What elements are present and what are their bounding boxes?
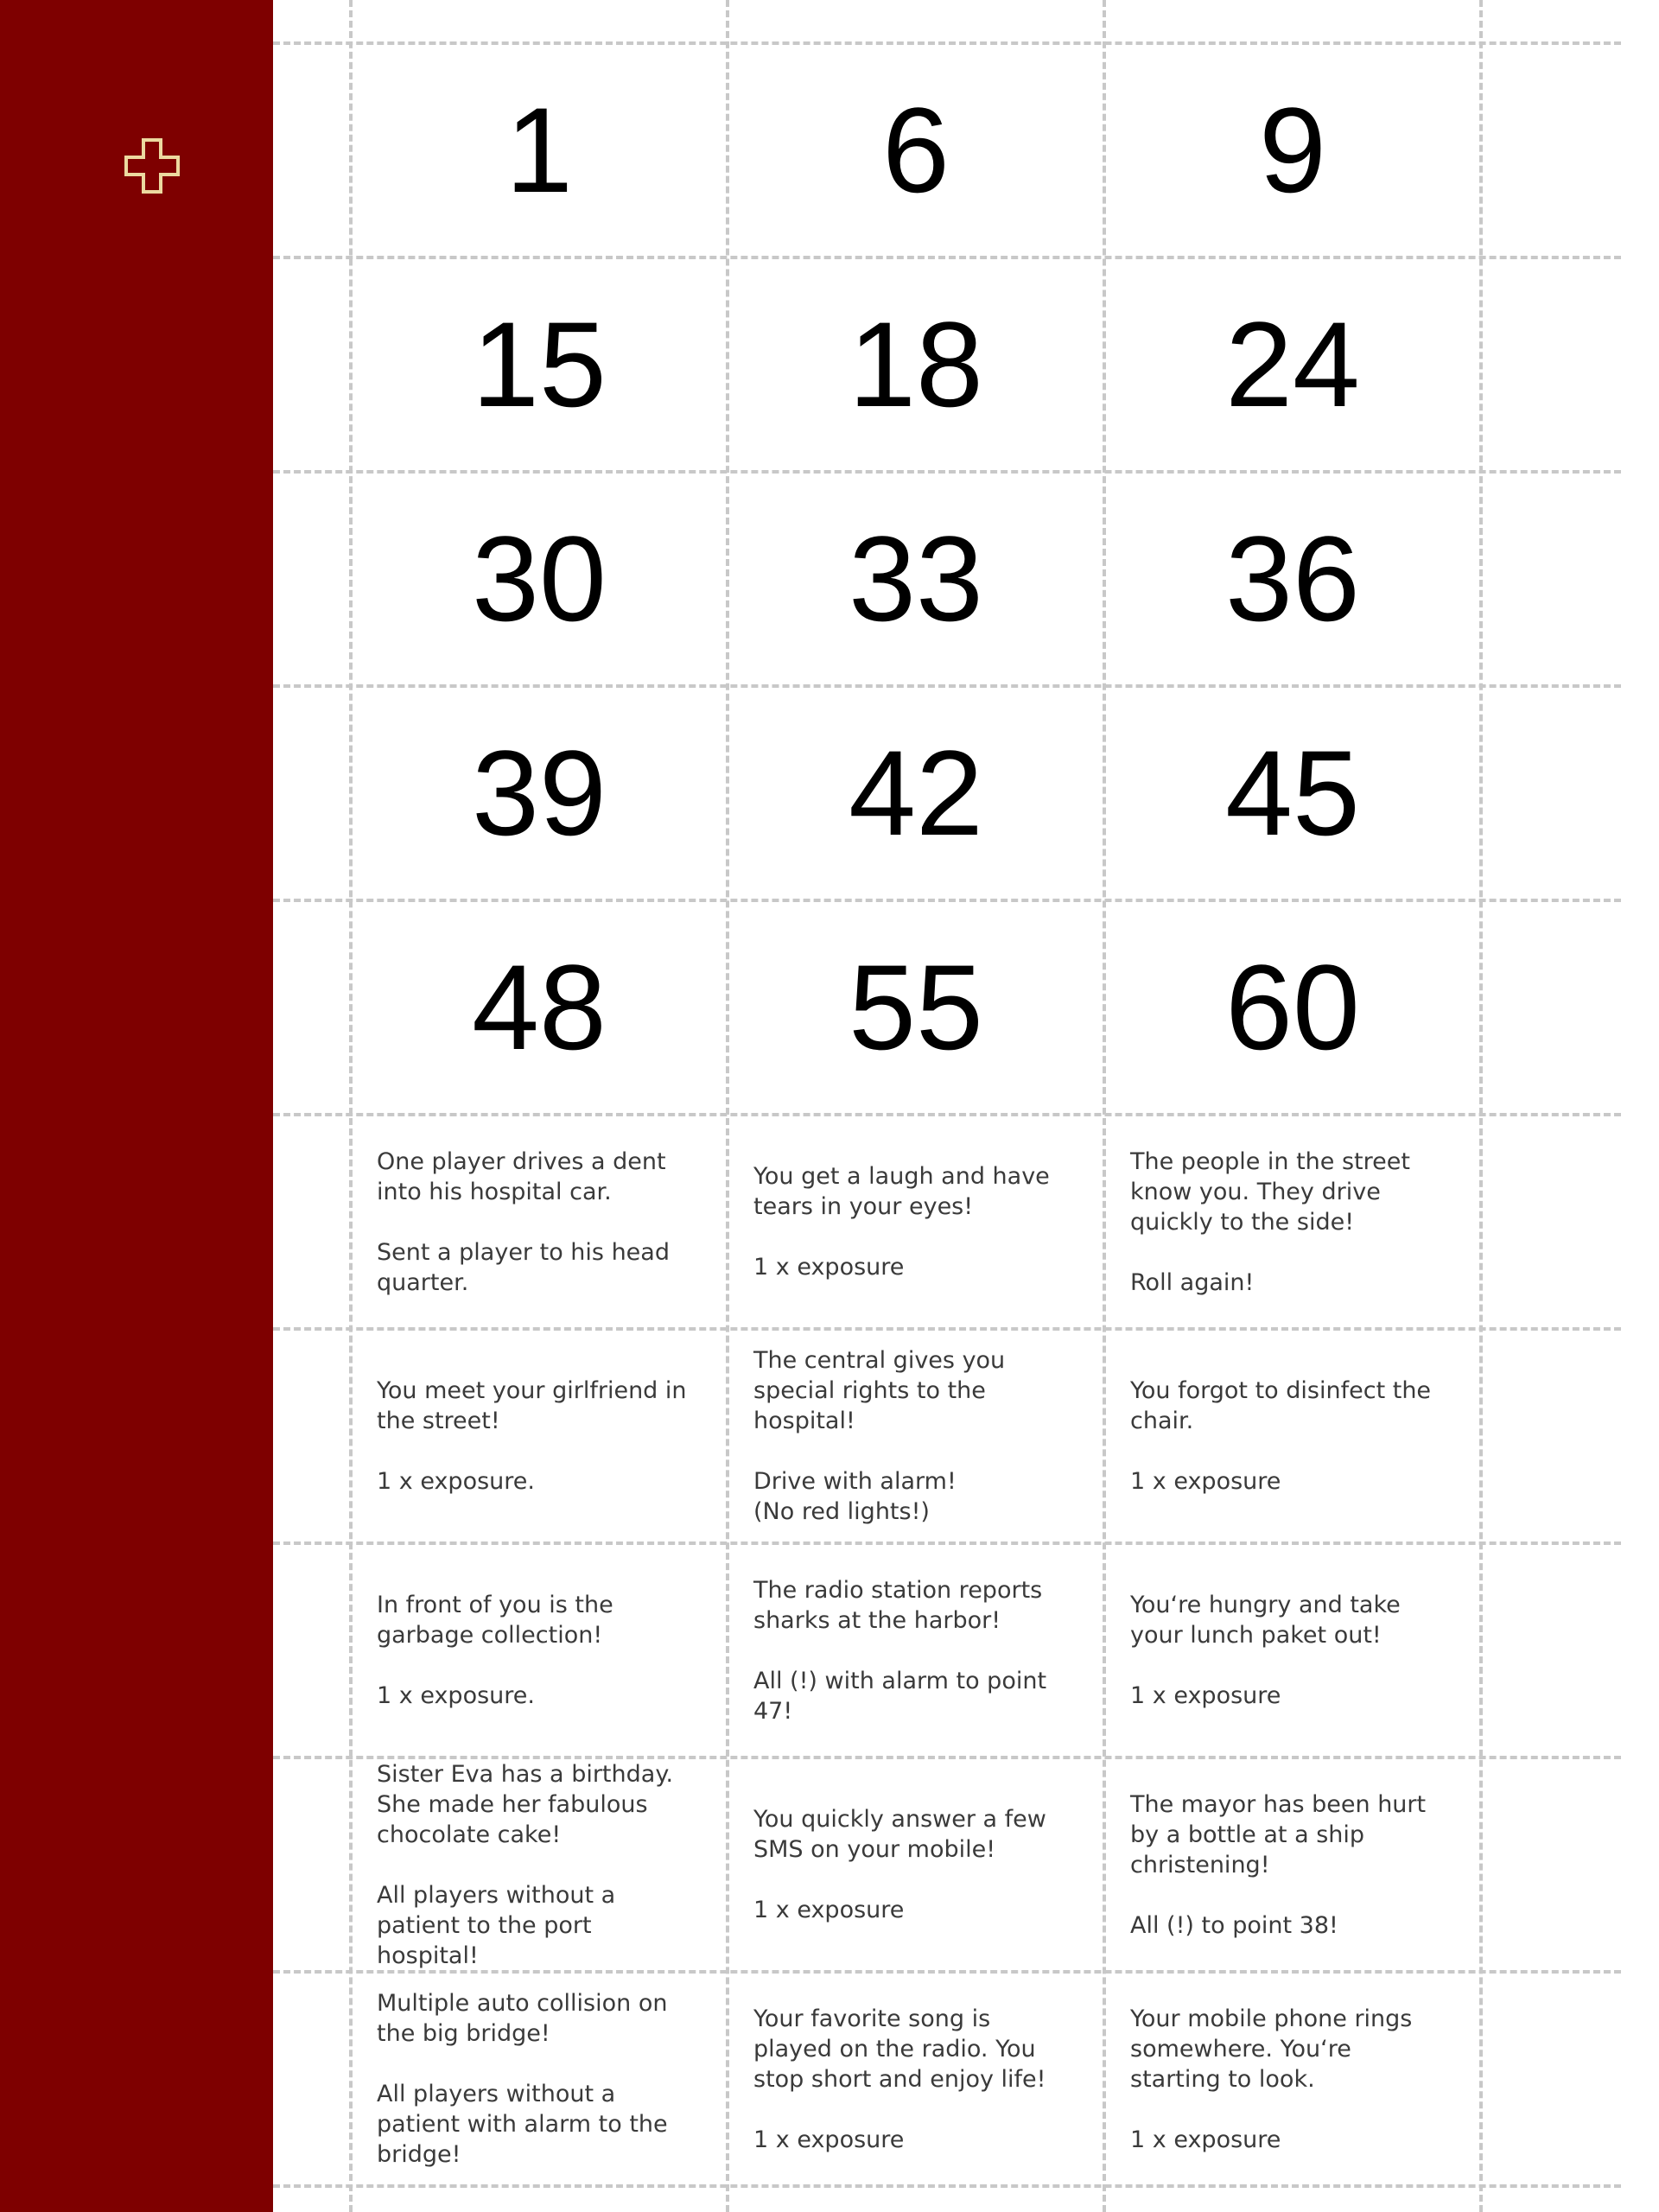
event-card <box>729 1545 1103 1756</box>
event-card <box>1106 1974 1479 2184</box>
number-card: 48 <box>472 939 607 1075</box>
event-card <box>1106 1545 1479 1756</box>
event-text: You quickly answer a few SMS on your mobile! <box>753 1806 1046 1863</box>
effect-text: 1 x exposure. <box>377 1468 535 1495</box>
number-card: 1 <box>505 82 573 218</box>
sidebar <box>0 0 273 2212</box>
effect-text: Sent a player to his head quarter. <box>377 1238 670 1296</box>
event-text: The mayor has been hurt by a bottle at a ship christening! <box>1130 1790 1427 1878</box>
effect-text: All (!) with alarm to point 47! <box>753 1667 1047 1725</box>
number-card: 15 <box>472 296 607 432</box>
effect-text: All (!) to point 38! <box>1130 1911 1338 1939</box>
number-card: 36 <box>1225 511 1360 646</box>
effect-text: 1 x exposure <box>753 1254 905 1281</box>
number-card: 6 <box>882 82 950 218</box>
event-text: Your favorite song is played on the radio. You stop short and enjoy life! <box>753 2005 1046 2093</box>
effect-text: All players without a patient to the port hospital! <box>377 1881 616 1969</box>
effect-text: All players without a patient with alarm to the bridge! <box>377 2081 668 2168</box>
event-card <box>729 1116 1103 1327</box>
cross-icon <box>123 137 181 195</box>
cut-line <box>273 2184 1621 2188</box>
event-card <box>353 1331 726 1541</box>
cut-line <box>1479 0 1483 2212</box>
effect-text: Roll again! <box>1130 1268 1255 1296</box>
number-card: 39 <box>472 725 607 861</box>
event-card <box>729 1331 1103 1541</box>
number-card: 42 <box>849 725 983 861</box>
event-card <box>353 1545 726 1756</box>
event-text: Multiple auto collision on the big bridge! <box>377 1990 668 2047</box>
effect-text: 1 x exposure <box>1130 1468 1281 1495</box>
event-card <box>1106 1759 1479 1970</box>
event-card <box>1106 1116 1479 1327</box>
event-text: Sister Eva has a birthday. She made her fabulous chocolate cake! <box>377 1760 674 1848</box>
number-card: 45 <box>1225 725 1360 861</box>
event-text: The radio station reports sharks at the harbor! <box>753 1576 1043 1634</box>
number-card: 24 <box>1225 296 1360 432</box>
number-card: 55 <box>849 939 983 1075</box>
effect-text: 1 x exposure <box>753 1897 905 1923</box>
event-text: Your mobile phone rings somewhere. You‘re starting to look. <box>1130 2005 1413 2093</box>
effect-text: 1 x exposure <box>1130 1682 1281 1709</box>
event-text: You forgot to disinfect the chair. <box>1130 1377 1432 1434</box>
event-card <box>1106 1331 1479 1541</box>
card-sheet <box>273 0 1659 2212</box>
effect-text: 1 x exposure <box>1130 2126 1281 2153</box>
event-text: In front of you is the garbage collection! <box>377 1592 613 1649</box>
event-card <box>353 1759 726 1970</box>
effect-text: 1 x exposure <box>753 2126 905 2153</box>
event-text: You meet your girlfriend in the street! <box>377 1377 687 1434</box>
event-card <box>729 1759 1103 1970</box>
event-text: You‘re hungry and take your lunch paket out! <box>1130 1592 1401 1649</box>
number-card: 30 <box>472 511 607 646</box>
event-text: The people in the street know you. They drive quickly to the side! <box>1130 1147 1410 1236</box>
event-card <box>353 1974 726 2184</box>
number-card: 9 <box>1259 82 1326 218</box>
number-card: 33 <box>849 511 983 646</box>
event-text: The central gives you special rights to the hospital! <box>753 1347 1006 1434</box>
number-card: 60 <box>1225 939 1360 1075</box>
effect-text: 1 x exposure. <box>377 1682 535 1709</box>
event-text: You get a laugh and have tears in your eyes! <box>753 1163 1050 1220</box>
event-text: One player drives a dent into his hospital car. <box>377 1147 666 1205</box>
effect-text: Drive with alarm! (No red lights!) <box>753 1468 957 1525</box>
event-card <box>729 1974 1103 2184</box>
event-card <box>353 1116 726 1327</box>
number-card: 18 <box>849 296 983 432</box>
